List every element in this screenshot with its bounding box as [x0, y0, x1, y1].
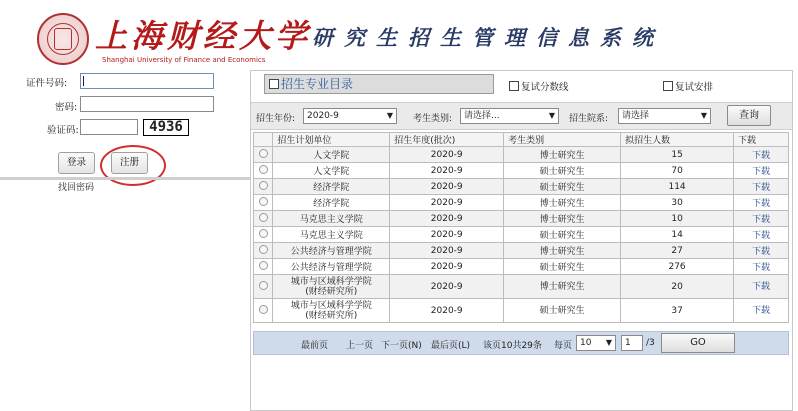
row-radio-button[interactable]	[259, 165, 268, 174]
cell-type: 硕士研究生	[504, 227, 621, 243]
cell-type: 博士研究生	[504, 243, 621, 259]
candidate-type-select-value: 请选择...	[464, 111, 500, 121]
download-link[interactable]: 下载	[752, 183, 771, 193]
candidate-type-select[interactable]	[460, 108, 559, 124]
table-header-row	[254, 133, 789, 147]
cell-count: 14	[621, 227, 734, 243]
cell-year: 2020-9	[390, 227, 504, 243]
row-radio-button[interactable]	[259, 197, 268, 206]
cell-download	[734, 211, 789, 227]
cell-download	[734, 243, 789, 259]
column-header-download: 下载	[734, 133, 789, 147]
cell-download	[734, 179, 789, 195]
id-number-input[interactable]	[80, 73, 214, 89]
tab-retest-schedule-label: 复试安排	[675, 82, 714, 93]
cell-unit-name: 城市与区域科学学院	[290, 276, 372, 287]
cell-unit-name: 人文学院	[313, 151, 350, 161]
cell-unit-name: 人文学院	[313, 167, 350, 177]
download-link[interactable]: 下载	[752, 151, 771, 161]
checkbox-icon	[269, 79, 279, 89]
header	[0, 0, 798, 70]
cell-year: 2020-9	[390, 163, 504, 179]
cell-unit	[273, 275, 390, 299]
row-select-cell	[254, 211, 273, 227]
cell-year: 2020-9	[390, 179, 504, 195]
table-row[interactable]	[254, 195, 789, 211]
checkbox-icon	[509, 81, 519, 91]
cell-count: 27	[621, 243, 734, 259]
row-select-cell	[254, 195, 273, 211]
column-header-type: 考生类别	[504, 133, 621, 147]
per-page-label: 每页	[554, 341, 573, 351]
catalog-panel	[250, 70, 793, 411]
download-link[interactable]: 下载	[752, 305, 771, 316]
last-page-link[interactable]: 最后页(L)	[431, 341, 471, 351]
type-filter-label: 考生类别:	[413, 114, 453, 124]
cell-unit-name: 公共经济与管理学院	[290, 263, 372, 273]
cell-type: 硕士研究生	[504, 179, 621, 195]
university-name-en: Shanghai University of Finance and Economics	[102, 56, 266, 64]
header-select-cell	[254, 133, 273, 147]
filter-bar	[251, 102, 792, 130]
university-name-cn: 上海财经大学	[95, 17, 312, 55]
table-row[interactable]	[254, 147, 789, 163]
year-select[interactable]	[303, 108, 397, 124]
dropdown-arrow-icon: ▼	[605, 338, 612, 347]
column-header-year: 招生年度(批次)	[390, 133, 504, 147]
table-row[interactable]	[254, 227, 789, 243]
id-number-label: 证件号码:	[26, 78, 68, 89]
checkbox-icon	[663, 81, 673, 91]
row-select-cell	[254, 227, 273, 243]
cell-download	[734, 163, 789, 179]
cell-type: 博士研究生	[504, 275, 621, 299]
download-link[interactable]: 下载	[752, 281, 771, 292]
query-button[interactable]: 查询	[727, 105, 771, 126]
cell-count: 37	[621, 299, 734, 323]
tab-admission-catalog-label: 招生专业目录	[281, 77, 354, 91]
column-header-unit: 招生计划单位	[273, 133, 390, 147]
cell-year: 2020-9	[390, 275, 504, 299]
cell-type: 博士研究生	[504, 211, 621, 227]
table-row[interactable]	[254, 275, 789, 299]
page-number-input[interactable]: 1	[621, 335, 643, 351]
table-row[interactable]	[254, 299, 789, 323]
table-row[interactable]	[254, 211, 789, 227]
tab-admission-catalog[interactable]	[264, 74, 494, 94]
login-divider	[0, 177, 250, 180]
row-radio-button[interactable]	[259, 229, 268, 238]
per-page-select[interactable]	[576, 335, 616, 351]
row-select-cell	[254, 147, 273, 163]
next-page-link[interactable]: 下一页(N)	[381, 341, 422, 351]
cell-type: 博士研究生	[504, 195, 621, 211]
download-link[interactable]: 下载	[752, 199, 771, 209]
department-select-value: 请选择	[622, 111, 650, 121]
row-radio-button[interactable]	[259, 213, 268, 222]
cell-count: 15	[621, 147, 734, 163]
cell-unit-name: 马克思主义学院	[299, 215, 363, 225]
download-link[interactable]: 下载	[752, 167, 771, 177]
cell-year: 2020-9	[390, 211, 504, 227]
cell-unit-subname: (财经研究所)	[305, 286, 358, 297]
cell-download	[734, 227, 789, 243]
row-select-cell	[254, 163, 273, 179]
captcha-label: 验证码:	[47, 125, 79, 136]
cell-unit	[273, 163, 390, 179]
cell-year: 2020-9	[390, 195, 504, 211]
cell-unit	[273, 211, 390, 227]
cell-count: 276	[621, 259, 734, 275]
row-radio-button[interactable]	[259, 149, 268, 158]
cell-unit	[273, 227, 390, 243]
register-button[interactable]: 注册	[111, 152, 148, 174]
dept-filter-label: 招生院系:	[569, 114, 609, 124]
cell-year: 2020-9	[390, 147, 504, 163]
cell-count: 114	[621, 179, 734, 195]
download-link[interactable]: 下载	[752, 247, 771, 257]
cell-unit	[273, 259, 390, 275]
table-row[interactable]	[254, 179, 789, 195]
tab-retest-cutoff-label: 复试分数线	[521, 82, 569, 93]
cell-unit	[273, 147, 390, 163]
cell-type: 硕士研究生	[504, 163, 621, 179]
university-seal-logo	[37, 13, 89, 65]
row-radio-button[interactable]	[259, 261, 268, 270]
year-filter-label: 招生年份:	[256, 114, 296, 124]
cell-unit-name: 经济学院	[313, 183, 350, 193]
row-radio-button[interactable]	[259, 245, 268, 254]
captcha-input[interactable]	[80, 119, 138, 135]
page-total: /3	[646, 338, 655, 348]
tab-retest-schedule[interactable]	[663, 79, 713, 93]
cell-unit	[273, 299, 390, 323]
system-title: 研究生招生管理信息系统	[312, 25, 664, 50]
cell-count: 30	[621, 195, 734, 211]
row-select-cell	[254, 299, 273, 323]
cell-download	[734, 275, 789, 299]
cell-download	[734, 147, 789, 163]
tab-retest-cutoff[interactable]	[509, 79, 569, 93]
download-link[interactable]: 下载	[752, 215, 771, 225]
forgot-password-link[interactable]: 找回密码	[58, 183, 95, 193]
row-radio-button[interactable]	[259, 305, 268, 314]
cell-year: 2020-9	[390, 243, 504, 259]
per-page-value: 10	[580, 338, 592, 348]
dropdown-arrow-icon: ▼	[386, 111, 393, 120]
row-radio-button[interactable]	[259, 181, 268, 190]
catalog-table	[253, 132, 789, 323]
dropdown-arrow-icon: ▼	[700, 111, 707, 120]
cell-type: 硕士研究生	[504, 259, 621, 275]
cell-year: 2020-9	[390, 299, 504, 323]
table-row[interactable]	[254, 163, 789, 179]
password-label: 密码:	[55, 102, 78, 113]
page-summary: 该页10共29条	[483, 341, 542, 351]
cell-type: 硕士研究生	[504, 299, 621, 323]
row-radio-button[interactable]	[259, 281, 268, 290]
cell-unit-name: 马克思主义学院	[299, 231, 363, 241]
row-select-cell	[254, 243, 273, 259]
cell-unit	[273, 243, 390, 259]
cell-unit-name: 城市与区域科学学院	[290, 300, 372, 311]
cell-unit	[273, 179, 390, 195]
first-page-link[interactable]: 最前页	[301, 341, 329, 351]
download-link[interactable]: 下载	[752, 231, 771, 241]
row-select-cell	[254, 275, 273, 299]
cell-download	[734, 259, 789, 275]
dropdown-arrow-icon: ▼	[548, 111, 555, 120]
cell-count: 10	[621, 211, 734, 227]
table-row[interactable]	[254, 259, 789, 275]
cell-unit-name: 公共经济与管理学院	[290, 247, 372, 257]
cell-unit-name: 经济学院	[313, 199, 350, 209]
column-header-count: 拟招生人数	[621, 133, 734, 147]
tab-bar	[251, 71, 792, 98]
download-link[interactable]: 下载	[752, 263, 771, 273]
cell-unit	[273, 195, 390, 211]
cell-count: 20	[621, 275, 734, 299]
cell-download	[734, 195, 789, 211]
department-select[interactable]	[618, 108, 711, 124]
cell-download	[734, 299, 789, 323]
cell-unit-subname: (财经研究所)	[305, 310, 358, 321]
password-input[interactable]	[80, 96, 214, 112]
cell-count: 70	[621, 163, 734, 179]
year-select-value: 2020-9	[307, 111, 339, 121]
go-button[interactable]: GO	[661, 333, 735, 353]
row-select-cell	[254, 179, 273, 195]
table-row[interactable]	[254, 243, 789, 259]
row-select-cell	[254, 259, 273, 275]
cell-year: 2020-9	[390, 259, 504, 275]
prev-page-link[interactable]: 上一页	[346, 341, 374, 351]
login-button[interactable]: 登录	[58, 152, 95, 174]
cell-type: 博士研究生	[504, 147, 621, 163]
pager-bar	[253, 331, 789, 355]
captcha-image[interactable]: 4936	[143, 119, 189, 136]
